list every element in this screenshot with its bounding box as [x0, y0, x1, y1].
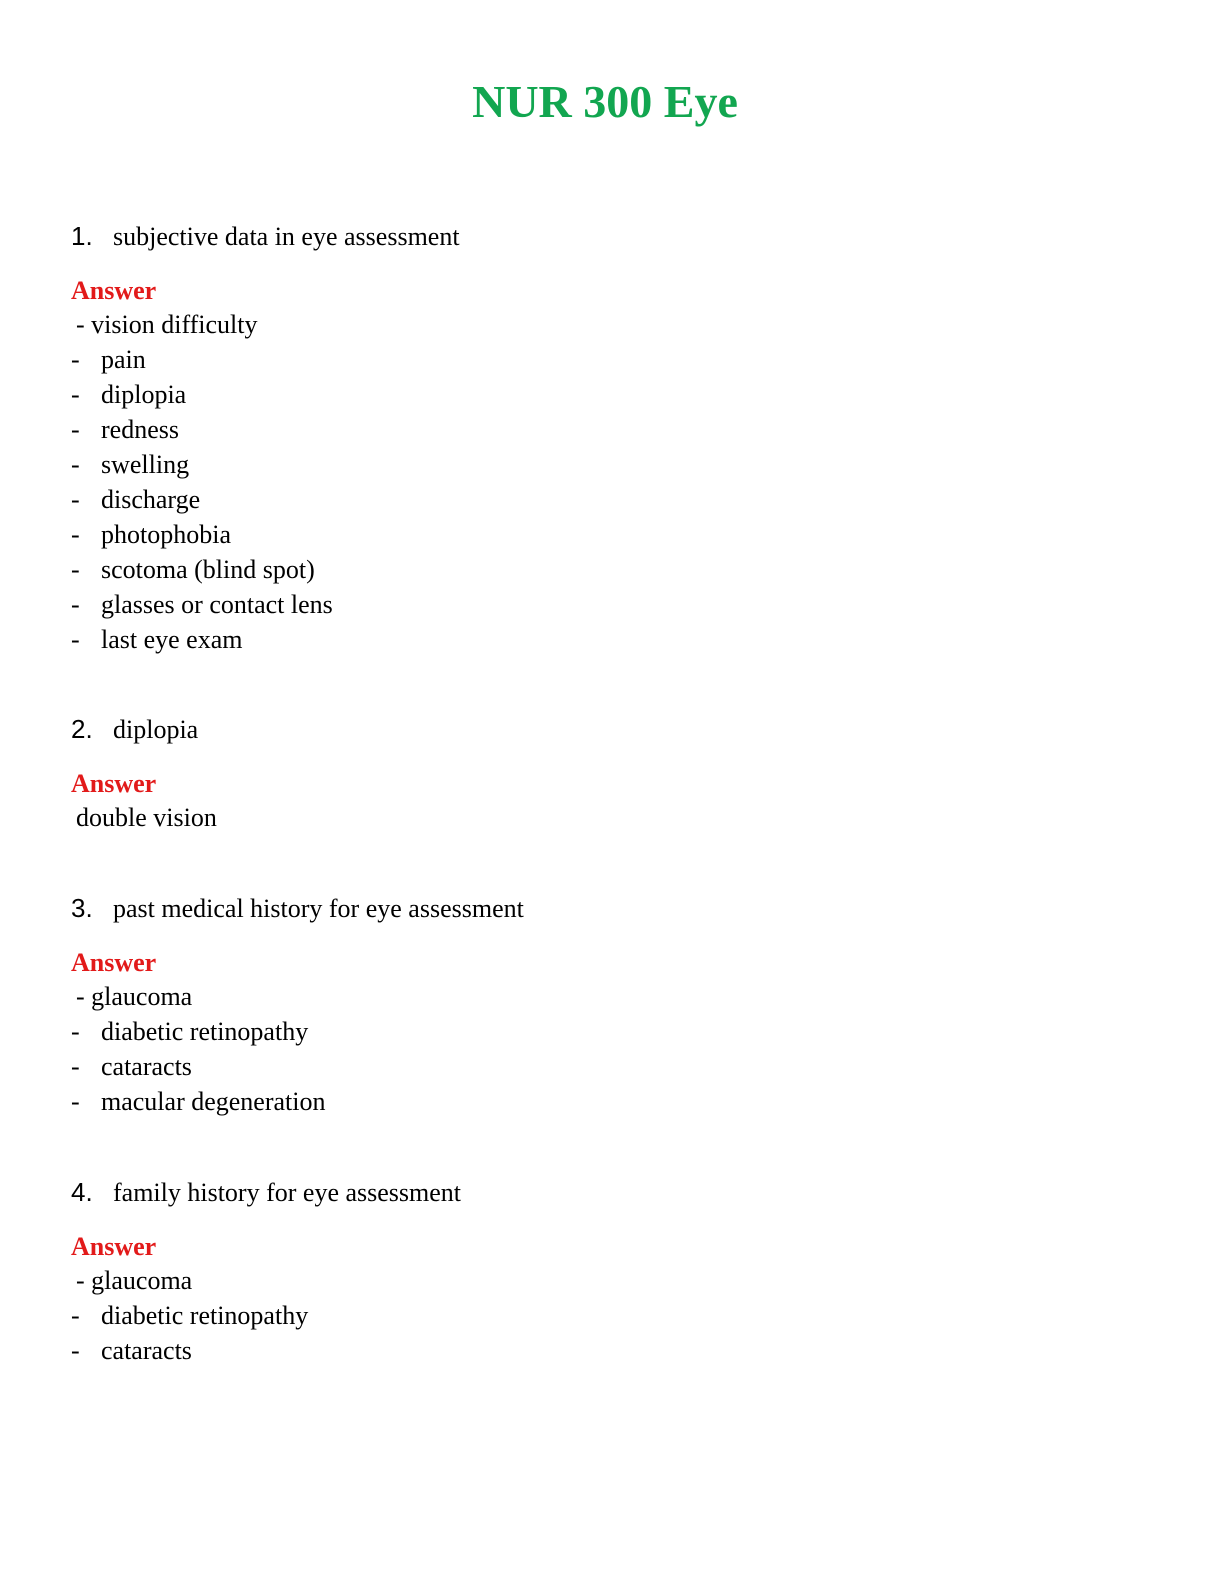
answer-item [71, 1298, 1171, 1333]
dash-bullet: - [71, 1052, 80, 1081]
answer-item-text: cataracts [101, 1336, 192, 1365]
question-prompt: diplopia [113, 715, 199, 744]
answer-item-text: diplopia [101, 380, 187, 409]
dash-bullet: - [71, 520, 80, 549]
question-prompt: family history for eye assessment [113, 1178, 462, 1207]
answer-item [71, 552, 1171, 587]
answer-first-line: - vision difficulty [76, 310, 258, 339]
question-block-3 [71, 888, 1171, 1119]
answer-item [71, 482, 1171, 517]
answer-item-text: discharge [101, 485, 201, 514]
answer-item [71, 1049, 1171, 1084]
answer-first-line: double vision [76, 803, 217, 832]
dash-bullet: - [71, 1017, 80, 1046]
question-block-2 [71, 709, 1171, 835]
dash-bullet: - [71, 415, 80, 444]
dash-bullet: - [71, 590, 80, 619]
answer-label: Answer [71, 769, 157, 798]
dash-bullet: - [71, 1336, 80, 1365]
answer-item-text: pain [101, 345, 146, 374]
question-block-4 [71, 1172, 1171, 1368]
dash-bullet: - [71, 485, 80, 514]
answer-label: Answer [71, 1232, 157, 1261]
answer-item [71, 1333, 1171, 1368]
question-2 [71, 709, 1171, 749]
answer-item-text: glasses or contact lens [101, 590, 333, 619]
question-number: 4. [71, 1177, 93, 1207]
answer-item-text: photophobia [101, 520, 231, 549]
question-number: 3. [71, 893, 93, 923]
dash-bullet: - [71, 1301, 80, 1330]
answer-item [71, 342, 1171, 377]
answer-item [71, 587, 1171, 622]
answer-label: Answer [71, 276, 157, 305]
question-block-1 [71, 216, 1171, 657]
question-number: 2. [71, 714, 93, 744]
question-4 [71, 1172, 1171, 1212]
document-title: NUR 300 Eye [472, 76, 738, 127]
answer-item [71, 447, 1171, 482]
answer-first-line: - glaucoma [76, 982, 193, 1011]
question-1 [71, 216, 1171, 256]
answer-item-text: diabetic retinopathy [101, 1301, 309, 1330]
question-prompt: past medical history for eye assessment [113, 894, 524, 923]
dash-bullet: - [71, 625, 80, 654]
question-number: 1. [71, 221, 93, 251]
dash-bullet: - [71, 450, 80, 479]
question-3 [71, 888, 1171, 928]
answer-item-text: scotoma (blind spot) [101, 555, 315, 584]
answer-item [71, 622, 1171, 657]
answer-item [71, 377, 1171, 412]
answer-first-line: - glaucoma [76, 1266, 193, 1295]
answer-item [71, 1084, 1171, 1119]
answer-item-text: last eye exam [101, 625, 243, 654]
answer-item [71, 1014, 1171, 1049]
dash-bullet: - [71, 1087, 80, 1116]
dash-bullet: - [71, 345, 80, 374]
answer-label: Answer [71, 948, 157, 977]
dash-bullet: - [71, 380, 80, 409]
answer-item-text: cataracts [101, 1052, 192, 1081]
answer-item [71, 517, 1171, 552]
answer-item-text: swelling [101, 450, 190, 479]
answer-item-text: redness [101, 415, 179, 444]
question-prompt: subjective data in eye assessment [113, 222, 460, 251]
answer-item-text: macular degeneration [101, 1087, 326, 1116]
answer-item [71, 412, 1171, 447]
dash-bullet: - [71, 555, 80, 584]
answer-item-text: diabetic retinopathy [101, 1017, 309, 1046]
